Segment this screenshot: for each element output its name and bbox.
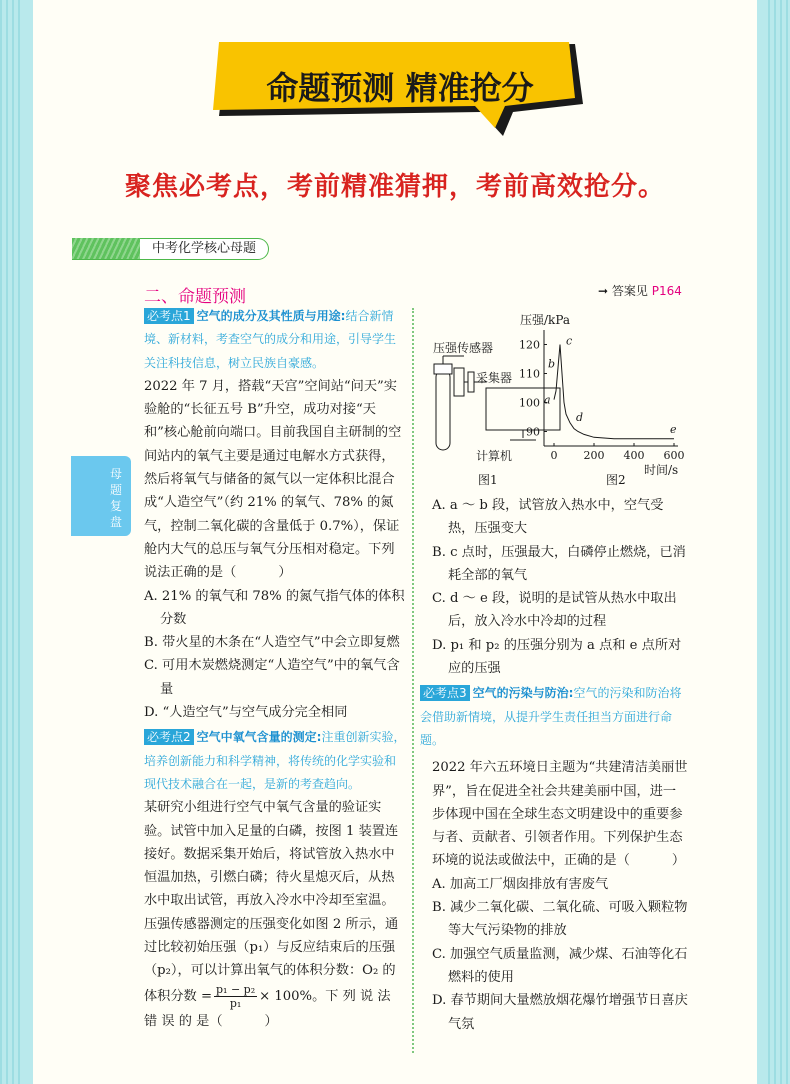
point-label-e: e (670, 422, 677, 436)
section-tag (72, 238, 270, 260)
right-column (420, 494, 688, 1036)
kp1-head: 空气的成分及其性质与用途: (196, 309, 346, 323)
banner-title: 命题预测 精准抢分 (266, 69, 534, 107)
computer-label: 计算机 (476, 449, 513, 463)
point-label-a: a (544, 393, 551, 407)
answer-page: P164 (651, 284, 682, 298)
kp1-stem: 2022 年 7 月，搭载“天宫”空间站“问天”实验舱的“长征五号 B”升空，成功对接“天和”核心舱前向端口。目前我国自主研制的空间站内的氧气主要是通过电解水方式获得，然后将氧气与储备的氮气以一定体积比混合成“人造空气”（约 21% 的氧气、78% 的氮气，控制二氧化碳的含量低于 0.7%），保证舱内大气的总压与氧气分压相对稳定。下列说法正确的是（ ） (144, 378, 402, 581)
kp2-badge: 必考点2 (144, 729, 194, 745)
kp2-stem: 某研究小组进行空气中氧气含量的验证实验。试管中加入足量的白磷，按图 1 装置连接好。数据采集开始后，将试管放入热水中恒温加热，引燃白磷；待火星熄灭后，从热水中取出试管，再放入冷水中冷却至室温。压强传感器测定的压强变化如图 2 所示，通过比较初始压强（p₁）与反应结束后的压强（p₂），可以计算出氧气的体积分数：O₂ 的体积分数 = $\frac{\text{p₁ − p₂}}{\text{p₁}}$ × 100%。下 列 说 法 错 误 的 是（ ） (144, 800, 399, 1029)
kp1-option-c: C. 可用木炭燃烧测定“人造空气”中的氧气含量 (144, 658, 400, 697)
pressure-chart (519, 313, 685, 487)
kp2-option-d: D. p₁ 和 p₂ 的压强分别为 a 点和 e 点所对应的压强 (432, 637, 682, 677)
kp1-desc: 结合新情境、新材料，考查空气的成分和用途，引导学生关注科技信息，树立民族自豪感。 (144, 309, 397, 370)
kp3-option-d: D. 春节期间大量燃放烟花爆竹增强节日喜庆气氛 (432, 993, 688, 1032)
x-tick-label: 400 (623, 449, 645, 462)
pressure-curve (554, 345, 674, 439)
point-label-b: b (548, 357, 556, 371)
title-banner (213, 42, 587, 138)
page-subtitle: 聚焦必考点，考前精准猜押，考前高效抢分。 (124, 172, 665, 202)
y-axis-label: 压强/kPa (520, 313, 571, 327)
key-point-2 (144, 726, 406, 796)
kp3-option-b: B. 减少二氧化碳、二氧化硫、可吸入颗粒物等大气污染物的排放 (432, 900, 688, 939)
kp2-desc: 注重创新实验，培养创新能力和科学精神，将传统的化学实验和现代技术融合在一起，是新的考查趋向。 (144, 730, 406, 791)
kp2-option-a: A. a ～ b 段，试管放入热水中，空气受热，压强变大 (432, 498, 664, 537)
fig2-caption: 图2 (606, 473, 626, 487)
sensor-label: 压强传感器 (433, 341, 494, 355)
sensor-box (454, 368, 464, 396)
y-tick-label: 90 (526, 425, 540, 439)
kp3-stem: 2022 年六五环境日主题为“共建清洁美丽世界”，旨在促进全社会共建美丽中国，进一步体现中国在全球生态文明建设中的重要参与者、贡献者、引领者作用。下列保护生态环境的说法或做法中，正确的是（ ） (432, 760, 688, 869)
kp1-option-b: B. 带火星的木条在“人造空气”中会立即复燃 (144, 635, 400, 651)
left-decorative-stripe (0, 0, 22, 1084)
side-tab (71, 456, 131, 536)
right-decorative-stripe (768, 0, 790, 1084)
collector-label: 采集器 (476, 371, 513, 385)
kp3-badge: 必考点3 (420, 685, 470, 701)
point-label-d: d (576, 410, 584, 424)
point-label-c: c (566, 334, 573, 348)
kp2-head: 空气中氧气含量的测定: (196, 730, 322, 745)
point-labels (544, 335, 677, 436)
y-tick-label: 120 (519, 338, 540, 352)
tag-label: 中考化学核心母题 (140, 238, 269, 260)
kp3-option-c: C. 加强空气质量监测，减少煤、石油等化石燃料的使用 (432, 946, 688, 985)
kp3-head: 空气的污染与防治: (472, 686, 574, 701)
answer-prefix: ➞ 答案见 (598, 284, 648, 298)
answer-reference (598, 282, 682, 299)
kp1-option-a: A. 21% 的氧气和 78% 的氮气指气体的体积分数 (144, 588, 405, 627)
tag-stripe (72, 238, 140, 260)
key-point-3 (420, 682, 688, 752)
kp1-badge: 必考点1 (144, 308, 194, 324)
kp3-desc: 空气的污染和防治将会借助新情境，从提升学生责任担当方面进行命题。 (420, 686, 682, 747)
section-title: 二、命题预测 (144, 287, 246, 307)
x-tick-label: 600 (663, 449, 685, 462)
y-tick-label: 100 (519, 396, 540, 410)
experiment-figure (426, 308, 690, 498)
kp2-option-c: C. d ～ e 段，说明的是试管从热水中取出后，放入冷水中冷却的过程 (432, 591, 677, 630)
x-tick-label: 200 (583, 449, 605, 462)
kp1-option-d: D. “人造空气”与空气成分完全相同 (144, 705, 348, 721)
y-tick-label: 110 (519, 367, 540, 381)
x-axis-label: 时间/s (644, 463, 679, 477)
kp2-option-b: B. c 点时，压强最大，白磷停止燃烧，已消耗全部的氧气 (432, 544, 686, 583)
side-tab-label: 母 题 复 盘 (109, 467, 122, 529)
x-tick-label: 0 (550, 449, 558, 462)
oxygen-fraction: $\frac{\text{p₁ − p₂}}{\text{p₁}}$ (216, 982, 256, 1010)
test-tube (436, 370, 450, 450)
left-column (144, 305, 406, 1033)
kp3-option-a: A. 加高工厂烟囱排放有害废气 (432, 876, 609, 892)
column-divider (412, 308, 414, 1053)
fig1-caption: 图1 (478, 473, 498, 487)
key-point-1 (144, 305, 406, 375)
